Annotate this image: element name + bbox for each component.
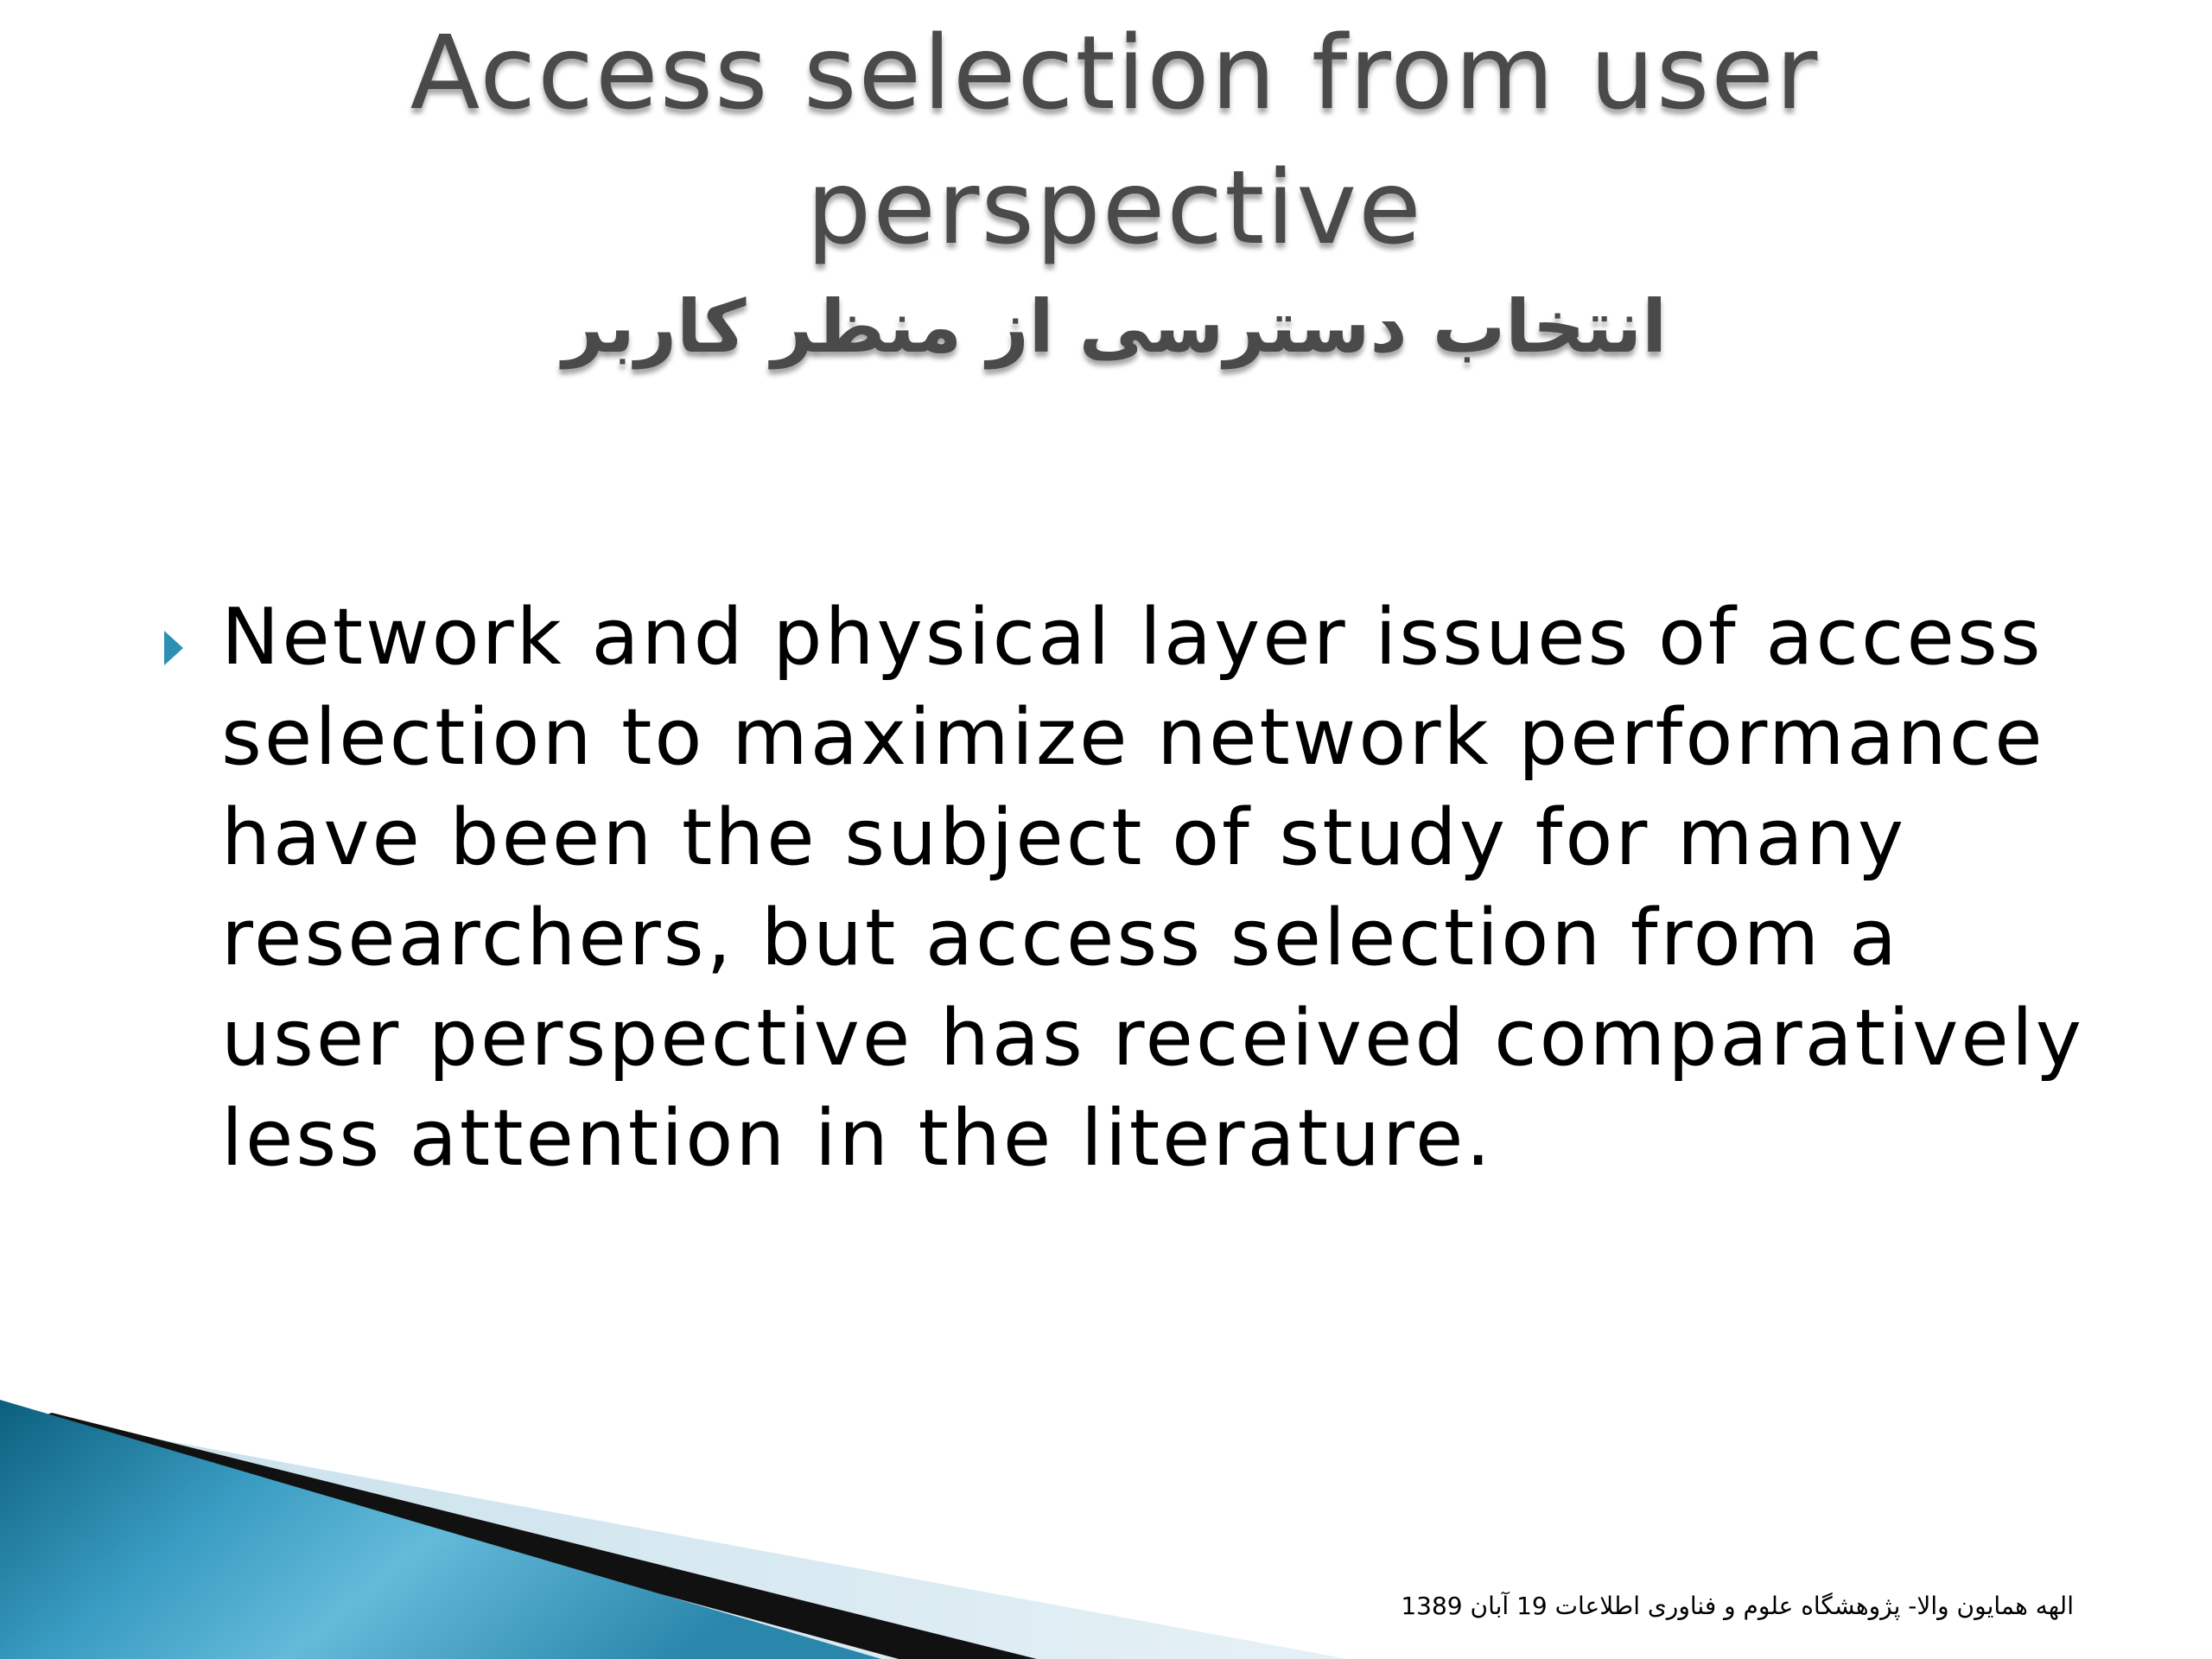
title-block — [259, 0, 1970, 378]
pale-stripe — [104, 1426, 1348, 1659]
slide-subtitle-persian: انتخاب دسترسی از منظر کاربر — [562, 284, 1667, 369]
list-item — [164, 588, 2091, 1189]
slide-title: Access selection from user perspective — [410, 13, 1820, 267]
blue-wedge — [0, 1400, 881, 1659]
triangle-bullet-icon — [164, 631, 183, 665]
slide-footer: الهه همایون والا- پژوهشگاه علوم و فناوری اطلاعات 19 آبان 1389 — [1401, 1592, 2074, 1620]
bullet-list — [164, 588, 2091, 1189]
black-stripe — [26, 1413, 1037, 1659]
bullet-text: Network and physical layer issues of access selection to maximize network performance have been the subject of study for many researchers, but access selection from a user perspective has received comparatively less attention in the literature. — [221, 592, 2084, 1184]
